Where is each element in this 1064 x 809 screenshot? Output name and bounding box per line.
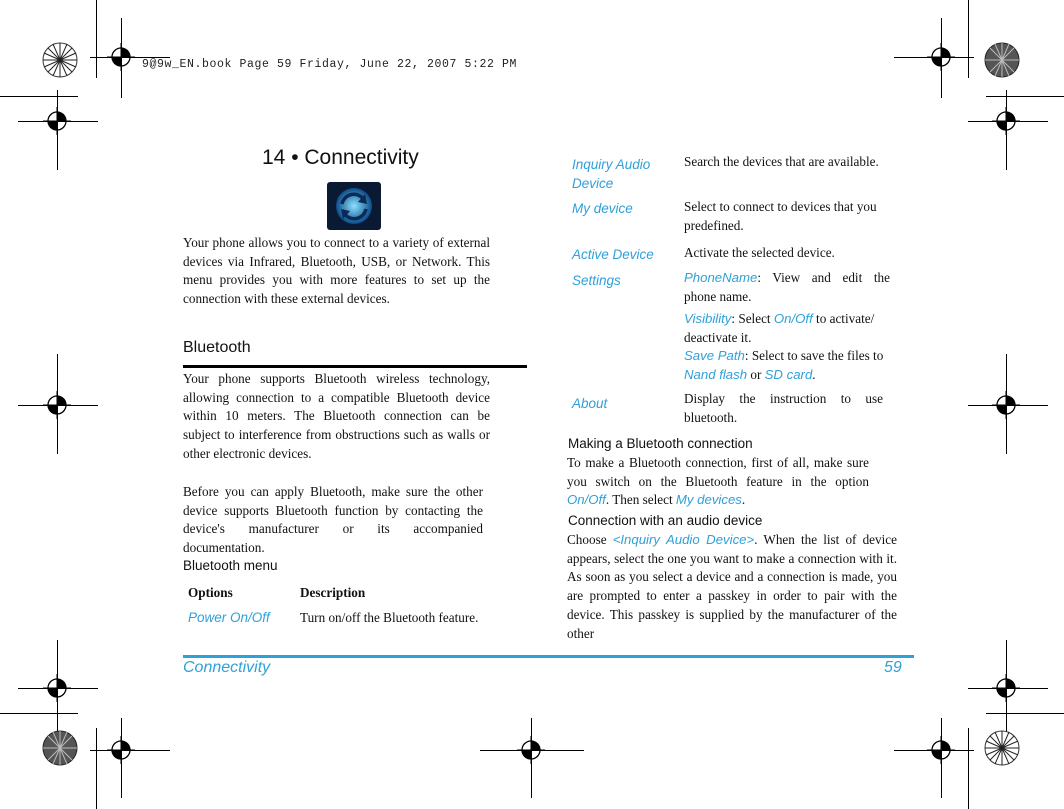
making-onoff-term: On/Off xyxy=(567,492,606,508)
option-active-device: Active Device xyxy=(572,247,654,262)
bluetooth-heading: Bluetooth xyxy=(183,339,251,356)
connectivity-sync-icon xyxy=(327,182,381,230)
savepath-or: or xyxy=(747,367,765,382)
footer-rule xyxy=(183,655,914,658)
phonename-term: PhoneName xyxy=(684,270,758,285)
making-connection-heading: Making a Bluetooth connection xyxy=(568,436,753,451)
audio-text-start: Choose xyxy=(567,532,613,547)
registration-target-icon xyxy=(107,43,135,71)
section-rule xyxy=(183,365,527,368)
making-text-start: To make a Bluetooth connection, first of all, make sure you switch on the Bluetooth feature in the option xyxy=(567,455,869,489)
registration-target-icon xyxy=(927,43,955,71)
audio-inquiry-term: <Inquiry Audio Device> xyxy=(612,532,755,547)
option-my-device: My device xyxy=(572,201,633,216)
option-inquiry-audio-device: Inquiry Audio Device xyxy=(572,157,651,191)
option-power-onoff: Power On/Off xyxy=(188,610,270,625)
table-header-description: Description xyxy=(300,585,366,600)
registration-target-icon xyxy=(107,736,135,764)
savepath-term: Save Path xyxy=(684,348,745,363)
registration-target-icon xyxy=(992,107,1020,135)
option-power-desc: Turn on/off the Bluetooth feature. xyxy=(300,610,479,625)
savepath-end: . xyxy=(812,367,816,382)
visibility-mid: : Select xyxy=(731,311,774,326)
visibility-end: to activate/ deactivate it. xyxy=(684,311,875,345)
registration-target-icon xyxy=(992,391,1020,419)
making-connection-paragraph xyxy=(567,454,869,510)
bluetooth-menu-heading: Bluetooth menu xyxy=(183,558,278,573)
option-settings: Settings xyxy=(572,273,621,288)
option-settings-phonename xyxy=(684,268,890,306)
audio-text-rest: . When the list of device appears, select the one you want to make a connection with it. As soon as you select a device and a connection is made, you are prompted to enter a passkey in order to pair with the device. This passkey is supplied by the manufacturer of the other xyxy=(567,532,897,641)
color-starburst-icon xyxy=(984,730,1020,766)
savepath-mid: : Select to save the files to xyxy=(744,348,884,363)
option-inquiry-desc: Search the devices that are available. xyxy=(684,154,879,169)
registration-target-icon xyxy=(992,674,1020,702)
audio-connection-heading: Connection with an audio device xyxy=(568,513,763,528)
making-text-mid: . Then select xyxy=(605,492,676,508)
print-header-stamp: 9@9w_EN.book Page 59 Friday, June 22, 2007 5:22 PM xyxy=(142,58,518,71)
savepath-nand: Nand flash xyxy=(684,367,748,382)
registration-target-icon xyxy=(43,391,71,419)
registration-target-icon xyxy=(927,736,955,764)
color-starburst-icon xyxy=(42,42,78,78)
making-text-end: . xyxy=(741,492,746,508)
phonename-desc: : View and edit the phone name. xyxy=(684,270,890,304)
option-settings-savepath xyxy=(684,346,890,384)
chapter-title: 14 • Connectivity xyxy=(262,146,419,169)
visibility-onoff: On/Off xyxy=(773,311,813,326)
registration-target-icon xyxy=(43,107,71,135)
visibility-term: Visibility xyxy=(684,311,732,326)
gray-starburst-icon xyxy=(42,730,78,766)
footer-section-name: Connectivity xyxy=(183,659,271,676)
bluetooth-paragraph-1: Your phone supports Bluetooth wireless technology, allowing connection to a compatible Bluetooth device within 10 meters. The Bluetooth connection can be subject to interference from obstructions such as walls or other electronic devices. xyxy=(183,371,490,461)
option-my-device-desc: Select to connect to devices that you predefined. xyxy=(684,199,877,233)
audio-connection-paragraph xyxy=(567,531,897,643)
table-header-options: Options xyxy=(188,585,233,600)
intro-paragraph: Your phone allows you to connect to a variety of external devices via Infrared, Bluetooth, USB, or Network. This menu provides you with more features to set up the connection with these external devices. xyxy=(183,235,490,307)
footer-page-number: 59 xyxy=(884,659,902,676)
savepath-sd: SD card xyxy=(764,367,813,382)
option-about: About xyxy=(572,396,608,411)
option-settings-visibility xyxy=(684,309,896,347)
option-active-device-desc: Activate the selected device. xyxy=(684,245,835,260)
making-mydevices-term: My devices xyxy=(675,492,742,508)
bluetooth-paragraph-2: Before you can apply Bluetooth, make sure the other device supports Bluetooth function by contacting the device's manufacturer or its accompanied documentation. xyxy=(183,484,483,556)
registration-target-icon xyxy=(43,674,71,702)
option-about-desc: Display the instruction to use bluetooth. xyxy=(684,391,883,425)
gray-starburst-icon xyxy=(984,42,1020,78)
registration-target-icon xyxy=(517,736,545,764)
